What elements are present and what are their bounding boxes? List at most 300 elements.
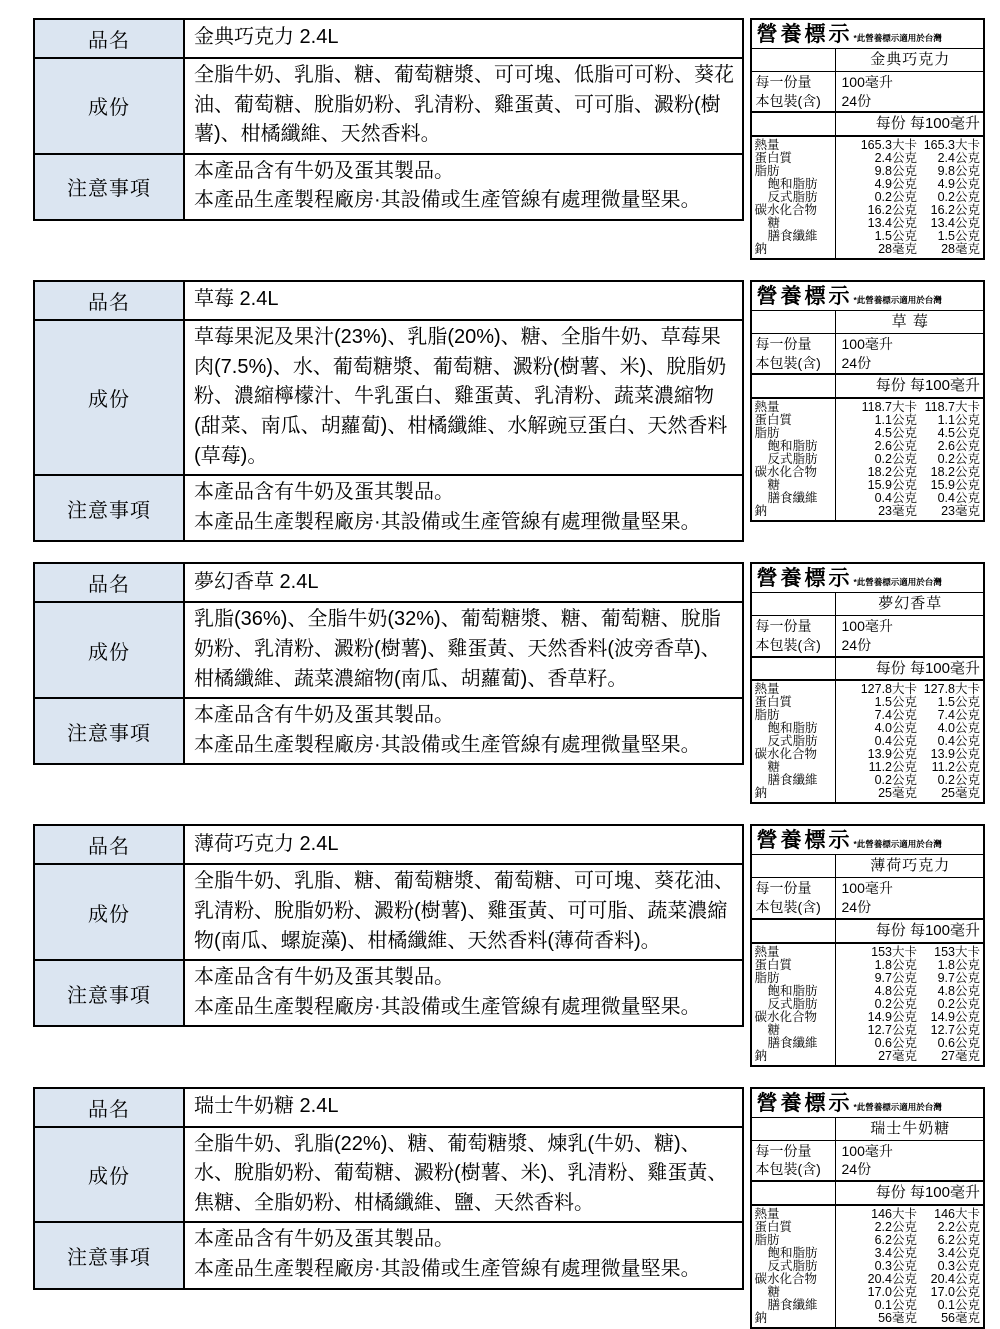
nutrient-value-per-100ml: 0.4公克 — [937, 734, 980, 749]
field-label-name: 品名 — [35, 1089, 185, 1126]
nutrient-value-per-serving: 1.5公克 — [874, 229, 917, 244]
nutrient-label: 碳水化合物 — [754, 747, 818, 762]
nutrient-value-row — [836, 1234, 984, 1247]
product-ingredients-row — [35, 601, 742, 697]
nutrient-value-row — [836, 985, 984, 998]
nutrition-product-name: 瑞士牛奶糖 — [870, 1119, 951, 1137]
nutrition-product-name-row — [752, 311, 984, 334]
nutrient-value-row — [836, 1208, 984, 1221]
field-label-name: 品名 — [35, 282, 185, 319]
nutrient-label: 糖 — [767, 1284, 781, 1299]
serving-size-label: 每一份量 — [755, 1142, 812, 1159]
nutrient-value-per-serving: 153大卡 — [871, 944, 917, 959]
nutrient-value-per-serving: 17.0公克 — [867, 1284, 917, 1299]
nutrient-value-per-serving: 9.8公克 — [874, 164, 917, 179]
notice-line-1: 本產品含有牛奶及蛋其製品。 — [194, 704, 454, 727]
nutrition-title-row — [752, 282, 984, 311]
per-header-spacer — [752, 375, 836, 397]
nutrient-value-per-100ml: 2.2公克 — [937, 1219, 980, 1234]
nutrition-region-note: *此營養標示適用於台灣 — [853, 1101, 942, 1112]
nutrient-label: 反式脂肪 — [767, 734, 818, 749]
nutrient-value-per-serving: 0.3公克 — [874, 1258, 917, 1273]
nutrient-values-column — [836, 944, 984, 1065]
nutrition-title: 營養標示 — [756, 829, 853, 853]
nutrient-value-per-serving: 16.2公克 — [867, 203, 917, 218]
nutrient-value-per-100ml: 9.7公克 — [937, 970, 980, 985]
nutrient-labels-column — [752, 944, 836, 1065]
nutrient-value-per-serving: 0.2公克 — [874, 190, 917, 205]
product-ingredients: 全脂牛奶、乳脂(22%)、糖、葡萄糖漿、煉乳(牛奶、糖)、水、脫脂奶粉、葡萄糖、澱粉(樹薯、米)、乳清粉、雞蛋黃、焦糖、全脂奶粉、柑橘纖維、鹽、天然香料。 — [194, 1132, 728, 1214]
product-section — [33, 1087, 985, 1329]
notice-line-2: 本產品生產製程廠房·其設備或生產管線有處理微量堅果。 — [194, 995, 701, 1018]
nutrition-serving-row — [752, 878, 984, 919]
product-notice — [185, 961, 742, 1025]
nutrient-value-per-100ml: 4.5公克 — [937, 426, 980, 441]
nutrient-label: 鈉 — [754, 504, 768, 519]
field-label-name: 品名 — [35, 564, 185, 601]
nutrient-value-per-100ml: 2.4公克 — [937, 151, 980, 166]
product-name-row — [35, 282, 742, 319]
field-label-notice: 注意事項 — [35, 155, 185, 219]
nutrient-value-row — [836, 998, 984, 1011]
product-name-row — [35, 20, 742, 57]
nutrient-value-per-serving: 2.2公克 — [874, 1219, 917, 1234]
product-name: 金典巧克力 2.4L — [194, 26, 339, 49]
field-label-ingredients: 成份 — [35, 59, 185, 153]
product-notice — [185, 155, 742, 219]
nutrient-label: 脂肪 — [754, 708, 780, 723]
nutrient-value-row — [836, 1247, 984, 1260]
serving-size-value: 100毫升 — [841, 880, 893, 897]
nutrient-label: 鈉 — [754, 786, 768, 801]
nutrition-product-name-row — [752, 855, 984, 878]
nutrient-value-per-serving: 2.4公克 — [874, 151, 917, 166]
product-notice — [185, 1223, 742, 1287]
nutrition-title-row — [752, 564, 984, 593]
nutrition-region-note: *此營養標示適用於台灣 — [853, 33, 942, 43]
product-ingredients: 草莓果泥及果汁(23%)、乳脂(20%)、糖、全脂牛奶、草莓果肉(7.5%)、水、葡萄糖漿、葡萄糖、澱粉(樹薯、米)、脫脂奶粉、濃縮檸檬汁、牛乳蛋白、雞蛋黃、乳清粉、蔬菜濃縮物(甜菜、南瓜、胡蘿蔔)、柑橘纖維、水解豌豆蛋白、天然香料(草莓)。 — [194, 326, 728, 467]
nutrient-value-per-100ml: 27毫克 — [941, 1048, 980, 1063]
per-header-spacer — [752, 113, 836, 135]
product-section — [33, 562, 985, 804]
nutrient-value-per-100ml: 0.4公克 — [937, 491, 980, 506]
per-header: 每份 每100毫升 — [875, 659, 980, 677]
nutrient-value-per-serving: 0.1公克 — [874, 1297, 917, 1312]
nutrition-title: 營養標示 — [756, 567, 853, 591]
nutrient-value-per-serving: 1.8公克 — [874, 957, 917, 972]
nutrition-per-header-row — [752, 375, 984, 399]
nutrient-value-per-serving: 28毫克 — [878, 242, 917, 257]
nutrient-value-per-serving: 146大卡 — [871, 1206, 917, 1221]
nutrition-values-block — [752, 681, 984, 802]
nutrition-per-header-row — [752, 658, 984, 682]
nutrient-value-per-serving: 4.8公克 — [874, 983, 917, 998]
nutrient-value-per-serving: 7.4公克 — [874, 708, 917, 723]
nutrient-value-per-serving: 127.8大卡 — [860, 682, 917, 697]
nutrition-product-name-row — [752, 49, 984, 72]
nutrient-value-per-100ml: 0.3公克 — [937, 1258, 980, 1273]
serving-size-value: 100毫升 — [841, 618, 893, 635]
field-label-notice: 注意事項 — [35, 961, 185, 1025]
nutrient-values-column — [836, 681, 984, 802]
nutrition-per-header-row — [752, 920, 984, 944]
package-label: 本包裝(含) — [755, 92, 821, 109]
nutrient-value-row — [836, 1050, 984, 1063]
nutrient-value-per-100ml: 0.2公克 — [937, 773, 980, 788]
nutrition-serving-values — [836, 1141, 984, 1180]
package-value: 24份 — [841, 636, 872, 653]
nutrient-label: 熱量 — [754, 682, 780, 697]
nutrient-label: 糖 — [767, 1022, 781, 1037]
nutrient-value-per-100ml: 18.2公克 — [930, 465, 980, 480]
nutrient-label: 鈉 — [754, 242, 768, 257]
nutrition-name-spacer — [752, 593, 836, 615]
nutrient-label: 脂肪 — [754, 426, 780, 441]
nutrient-value-per-100ml: 15.9公克 — [930, 478, 980, 493]
nutrient-value-per-serving: 15.9公克 — [867, 478, 917, 493]
nutrient-value-per-serving: 3.4公克 — [874, 1245, 917, 1260]
nutrient-value-per-100ml: 146大卡 — [934, 1206, 980, 1221]
nutrition-region-note: *此營養標示適用於台灣 — [853, 839, 942, 850]
nutrient-value-per-serving: 12.7公克 — [867, 1022, 917, 1037]
nutrient-value-per-100ml: 4.0公克 — [937, 721, 980, 736]
nutrient-value-per-100ml: 1.8公克 — [937, 957, 980, 972]
nutrient-value-per-serving: 23毫克 — [878, 504, 917, 519]
nutrient-label: 飽和脂肪 — [767, 177, 818, 192]
nutrition-per-header-row — [752, 113, 984, 137]
nutrient-label: 飽和脂肪 — [767, 1245, 818, 1260]
nutrient-value-per-100ml: 1.5公克 — [937, 229, 980, 244]
product-notice — [185, 699, 742, 763]
nutrition-region-note: *此營養標示適用於台灣 — [853, 577, 942, 588]
nutrient-value-per-100ml: 153大卡 — [934, 944, 980, 959]
nutrient-label: 飽和脂肪 — [767, 983, 818, 998]
nutrient-value-row — [836, 1286, 984, 1299]
nutrient-label: 碳水化合物 — [754, 1009, 818, 1024]
nutrient-value-per-100ml: 4.9公克 — [937, 177, 980, 192]
product-notice-row — [35, 1221, 742, 1287]
nutrition-serving-values — [836, 878, 984, 917]
nutrient-label: 膳食纖維 — [767, 1297, 818, 1312]
nutrient-value-per-100ml: 6.2公克 — [937, 1232, 980, 1247]
nutrient-value-per-100ml: 23毫克 — [941, 504, 980, 519]
nutrient-value-per-serving: 4.0公克 — [874, 721, 917, 736]
nutrient-value-per-100ml: 9.8公克 — [937, 164, 980, 179]
notice-line-1: 本產品含有牛奶及蛋其製品。 — [194, 481, 454, 504]
nutrient-label: 鈉 — [754, 1048, 768, 1063]
nutrient-value-row — [836, 959, 984, 972]
nutrient-value-per-serving: 0.2公克 — [874, 452, 917, 467]
nutrient-value-per-serving: 11.2公克 — [868, 760, 917, 775]
nutrient-value-per-100ml: 0.6公克 — [937, 1035, 980, 1050]
nutrient-value-per-100ml: 0.1公克 — [937, 1297, 980, 1312]
nutrition-product-name-row — [752, 593, 984, 616]
nutrition-values-block — [752, 944, 984, 1065]
nutrition-product-name: 草 莓 — [891, 313, 929, 331]
field-label-ingredients: 成份 — [35, 865, 185, 959]
nutrient-label: 碳水化合物 — [754, 1271, 818, 1286]
nutrient-value-per-100ml: 0.2公克 — [937, 190, 980, 205]
nutrient-label: 糖 — [767, 216, 781, 231]
nutrition-serving-row — [752, 72, 984, 113]
nutrient-label: 蛋白質 — [754, 957, 793, 972]
product-ingredients-row — [35, 319, 742, 474]
product-name: 瑞士牛奶糖 2.4L — [194, 1094, 339, 1117]
field-label-ingredients: 成份 — [35, 321, 185, 474]
nutrition-values-block — [752, 137, 984, 258]
nutrition-name-spacer — [752, 311, 836, 333]
product-info-table — [33, 1087, 744, 1290]
nutrient-value-per-serving: 0.2公克 — [874, 773, 917, 788]
product-notice — [185, 476, 742, 540]
nutrient-value-row — [836, 787, 984, 800]
nutrient-value-per-serving: 25毫克 — [878, 786, 917, 801]
nutrient-label: 反式脂肪 — [767, 996, 818, 1011]
nutrient-value-per-serving: 118.7大卡 — [861, 400, 917, 415]
product-notice-row — [35, 153, 742, 219]
product-info-table — [33, 280, 744, 542]
nutrient-value-per-serving: 20.4公克 — [867, 1271, 917, 1286]
nutrient-label: 反式脂肪 — [767, 1258, 818, 1273]
per-header-spacer — [752, 1182, 836, 1204]
nutrition-title: 營養標示 — [756, 1091, 853, 1115]
nutrient-value-per-100ml: 127.8大卡 — [923, 682, 980, 697]
nutrition-serving-labels — [752, 334, 836, 373]
per-header-spacer — [752, 658, 836, 680]
nutrient-label: 膳食纖維 — [767, 1035, 818, 1050]
nutrient-value-row — [836, 1273, 984, 1286]
nutrition-title-row — [752, 1089, 984, 1118]
product-notice-row — [35, 697, 742, 763]
nutrition-product-name-row — [752, 1118, 984, 1141]
nutrition-table — [750, 280, 986, 522]
nutrient-value-per-serving: 1.1公克 — [874, 413, 917, 428]
product-ingredients-row — [35, 57, 742, 153]
nutrient-label: 熱量 — [754, 1206, 780, 1221]
per-header: 每份 每100毫升 — [875, 115, 980, 133]
product-name-row — [35, 1089, 742, 1126]
package-value: 24份 — [841, 354, 872, 371]
product-name: 薄荷巧克力 2.4L — [194, 832, 339, 855]
nutrient-value-per-serving: 2.6公克 — [874, 439, 917, 454]
product-notice-row — [35, 474, 742, 540]
nutrient-label: 熱量 — [754, 944, 780, 959]
product-section — [33, 280, 985, 542]
field-label-notice: 注意事項 — [35, 1223, 185, 1287]
field-label-name: 品名 — [35, 826, 185, 863]
nutrient-values-column — [836, 399, 984, 520]
nutrient-value-per-serving: 56毫克 — [878, 1310, 917, 1325]
nutrient-label: 脂肪 — [754, 164, 780, 179]
nutrient-value-per-100ml: 56毫克 — [941, 1310, 980, 1325]
nutrient-value-row — [836, 505, 984, 518]
nutrient-value-per-serving: 13.9公克 — [867, 747, 917, 762]
nutrition-table — [750, 824, 986, 1066]
product-info-table — [33, 824, 744, 1027]
nutrient-label: 飽和脂肪 — [767, 721, 818, 736]
nutrition-name-spacer — [752, 1118, 836, 1140]
nutrient-values-column — [836, 1206, 984, 1327]
product-name-row — [35, 564, 742, 601]
nutrient-value-per-serving: 27毫克 — [878, 1048, 917, 1063]
nutrient-labels-column — [752, 681, 836, 802]
product-ingredients: 全脂牛奶、乳脂、糖、葡萄糖漿、可可塊、低脂可可粉、葵花油、葡萄糖、脫脂奶粉、乳清粉、雞蛋黃、可可脂、澱粉(樹薯)、柑橘纖維、天然香料。 — [194, 64, 734, 146]
nutrient-value-per-100ml: 14.9公克 — [930, 1009, 980, 1024]
nutrient-value-row — [836, 1011, 984, 1024]
nutrition-serving-values — [836, 616, 984, 655]
nutrition-region-note: *此營養標示適用於台灣 — [853, 295, 942, 306]
nutrition-title-row — [752, 20, 984, 49]
nutrient-value-per-100ml: 4.8公克 — [937, 983, 980, 998]
nutrient-label: 碳水化合物 — [754, 203, 818, 218]
nutrient-value-per-100ml: 0.2公克 — [937, 452, 980, 467]
product-name: 夢幻香草 2.4L — [194, 570, 319, 593]
notice-line-1: 本產品含有牛奶及蛋其製品。 — [194, 159, 454, 182]
nutrient-label: 膳食纖維 — [767, 491, 818, 506]
nutrition-serving-row — [752, 1141, 984, 1182]
nutrient-label: 蛋白質 — [754, 413, 793, 428]
product-info-table — [33, 562, 744, 765]
nutrient-value-per-serving: 0.4公克 — [874, 491, 917, 506]
nutrient-value-per-100ml: 20.4公克 — [930, 1271, 980, 1286]
nutrient-value-per-100ml: 1.5公克 — [937, 695, 980, 710]
nutrient-label: 碳水化合物 — [754, 465, 818, 480]
notice-line-2: 本產品生產製程廠房·其設備或生產管線有處理微量堅果。 — [194, 1258, 701, 1280]
notice-line-1: 本產品含有牛奶及蛋其製品。 — [194, 1228, 454, 1251]
field-label-ingredients: 成份 — [35, 603, 185, 697]
product-notice-row — [35, 959, 742, 1025]
nutrient-label: 蛋白質 — [754, 695, 793, 710]
nutrient-label: 脂肪 — [754, 970, 780, 985]
product-section — [33, 824, 985, 1066]
nutrient-value-per-100ml: 13.9公克 — [930, 747, 980, 762]
package-value: 24份 — [841, 1161, 872, 1178]
notice-line-2: 本產品生產製程廠房·其設備或生產管線有處理微量堅果。 — [194, 733, 701, 756]
nutrient-labels-column — [752, 1206, 836, 1327]
nutrient-label: 熱量 — [754, 400, 780, 415]
product-info-table — [33, 18, 744, 221]
nutrition-serving-labels — [752, 1141, 836, 1180]
nutrient-label: 反式脂肪 — [767, 452, 818, 467]
nutrient-label: 蛋白質 — [754, 1219, 793, 1234]
nutrient-value-row — [836, 1024, 984, 1037]
nutrient-value-row — [836, 1221, 984, 1234]
nutrient-value-per-100ml: 118.7大卡 — [924, 400, 980, 415]
product-name: 草莓 2.4L — [194, 288, 279, 311]
nutrient-label: 糖 — [767, 760, 781, 775]
per-header: 每份 每100毫升 — [875, 377, 980, 395]
nutrient-value-per-100ml: 1.1公克 — [937, 413, 980, 428]
serving-size-label: 每一份量 — [755, 336, 812, 353]
package-label: 本包裝(含) — [755, 354, 821, 371]
nutrition-serving-labels — [752, 878, 836, 917]
nutrient-value-per-100ml: 2.6公克 — [937, 439, 980, 454]
nutrition-title: 營養標示 — [756, 23, 853, 46]
nutrient-label: 鈉 — [754, 1310, 768, 1325]
nutrient-value-row — [836, 1260, 984, 1273]
notice-line-2: 本產品生產製程廠房·其設備或生產管線有處理微量堅果。 — [194, 510, 701, 533]
nutrient-value-row — [836, 1312, 984, 1325]
nutrient-value-per-100ml: 7.4公克 — [937, 708, 980, 723]
nutrient-label: 飽和脂肪 — [767, 439, 818, 454]
nutrient-label: 糖 — [767, 478, 781, 493]
package-label: 本包裝(含) — [755, 636, 821, 653]
nutrition-values-block — [752, 399, 984, 520]
nutrient-label: 蛋白質 — [754, 151, 793, 166]
nutrient-value-row — [836, 946, 984, 959]
nutrient-value-per-serving: 0.2公克 — [874, 996, 917, 1011]
nutrient-value-per-100ml: 17.0公克 — [930, 1284, 980, 1299]
nutrient-value-per-serving: 14.9公克 — [867, 1009, 917, 1024]
per-header: 每份 每100毫升 — [875, 1183, 980, 1201]
nutrition-product-name: 金典巧克力 — [870, 51, 951, 68]
nutrient-value-per-100ml: 3.4公克 — [937, 1245, 980, 1260]
nutrient-label: 熱量 — [754, 138, 780, 153]
package-label: 本包裝(含) — [755, 1161, 821, 1178]
nutrient-label: 膳食纖維 — [767, 773, 818, 788]
nutrition-table — [750, 562, 986, 804]
nutrient-label: 反式脂肪 — [767, 190, 818, 205]
nutrition-serving-row — [752, 334, 984, 375]
nutrition-name-spacer — [752, 855, 836, 877]
serving-size-label: 每一份量 — [755, 880, 812, 897]
package-value: 24份 — [841, 92, 872, 109]
nutrient-value-per-100ml: 12.7公克 — [930, 1022, 980, 1037]
nutrient-value-per-serving: 165.3大卡 — [860, 138, 917, 153]
notice-line-1: 本產品含有牛奶及蛋其製品。 — [194, 966, 454, 989]
field-label-notice: 注意事項 — [35, 699, 185, 763]
nutrient-value-per-serving: 18.2公克 — [867, 465, 917, 480]
nutrient-value-per-100ml: 13.4公克 — [930, 216, 980, 231]
product-name-row — [35, 826, 742, 863]
nutrition-title-row — [752, 826, 984, 855]
nutrition-product-name: 薄荷巧克力 — [870, 857, 951, 875]
nutrient-values-column — [836, 137, 984, 258]
nutrient-value-per-serving: 4.5公克 — [874, 426, 917, 441]
nutrition-title: 營養標示 — [756, 285, 853, 309]
product-ingredients: 全脂牛奶、乳脂、糖、葡萄糖漿、葡萄糖、可可塊、葵花油、乳清粉、脫脂奶粉、澱粉(樹薯)、雞蛋黃、可可脂、蔬菜濃縮物(南瓜、螺旋藻)、柑橘纖維、天然香料(薄荷香料)。 — [194, 870, 734, 952]
product-ingredients: 乳脂(36%)、全脂牛奶(32%)、葡萄糖漿、糖、葡萄糖、脫脂奶粉、乳清粉、澱粉(樹薯)、雞蛋黃、天然香料(波旁香草)、柑橘纖維、蔬菜濃縮物(南瓜、胡蘿蔔)、香草籽。 — [194, 608, 721, 690]
nutrient-value-per-100ml: 16.2公克 — [930, 203, 980, 218]
nutrient-labels-column — [752, 137, 836, 258]
nutrient-value-per-serving: 9.7公克 — [874, 970, 917, 985]
nutrient-value-per-serving: 13.4公克 — [867, 216, 917, 231]
notice-line-2: 本產品生產製程廠房·其設備或生產管線有處理微量堅果。 — [194, 189, 701, 212]
nutrition-serving-row — [752, 616, 984, 657]
serving-size-value: 100毫升 — [841, 1142, 893, 1159]
nutrition-serving-labels — [752, 616, 836, 655]
nutrient-value-row — [836, 243, 984, 256]
nutrient-value-per-serving: 4.9公克 — [874, 177, 917, 192]
nutrition-serving-values — [836, 72, 984, 111]
nutrition-per-header-row — [752, 1182, 984, 1206]
serving-size-value: 100毫升 — [841, 336, 893, 353]
nutrient-labels-column — [752, 399, 836, 520]
package-label: 本包裝(含) — [755, 899, 821, 916]
product-ingredients-row — [35, 863, 742, 959]
product-sections — [33, 18, 985, 1329]
nutrient-value-per-100ml: 0.2公克 — [937, 996, 980, 1011]
serving-size-label: 每一份量 — [755, 74, 812, 90]
nutrition-name-spacer — [752, 49, 836, 71]
nutrient-value-per-100ml: 28毫克 — [941, 242, 980, 257]
nutrient-label: 膳食纖維 — [767, 229, 818, 244]
serving-size-label: 每一份量 — [755, 618, 812, 635]
per-header-spacer — [752, 920, 836, 942]
nutrient-label: 脂肪 — [754, 1232, 780, 1247]
nutrition-product-name: 夢幻香草 — [878, 595, 943, 613]
nutrient-value-per-serving: 6.2公克 — [874, 1232, 917, 1247]
